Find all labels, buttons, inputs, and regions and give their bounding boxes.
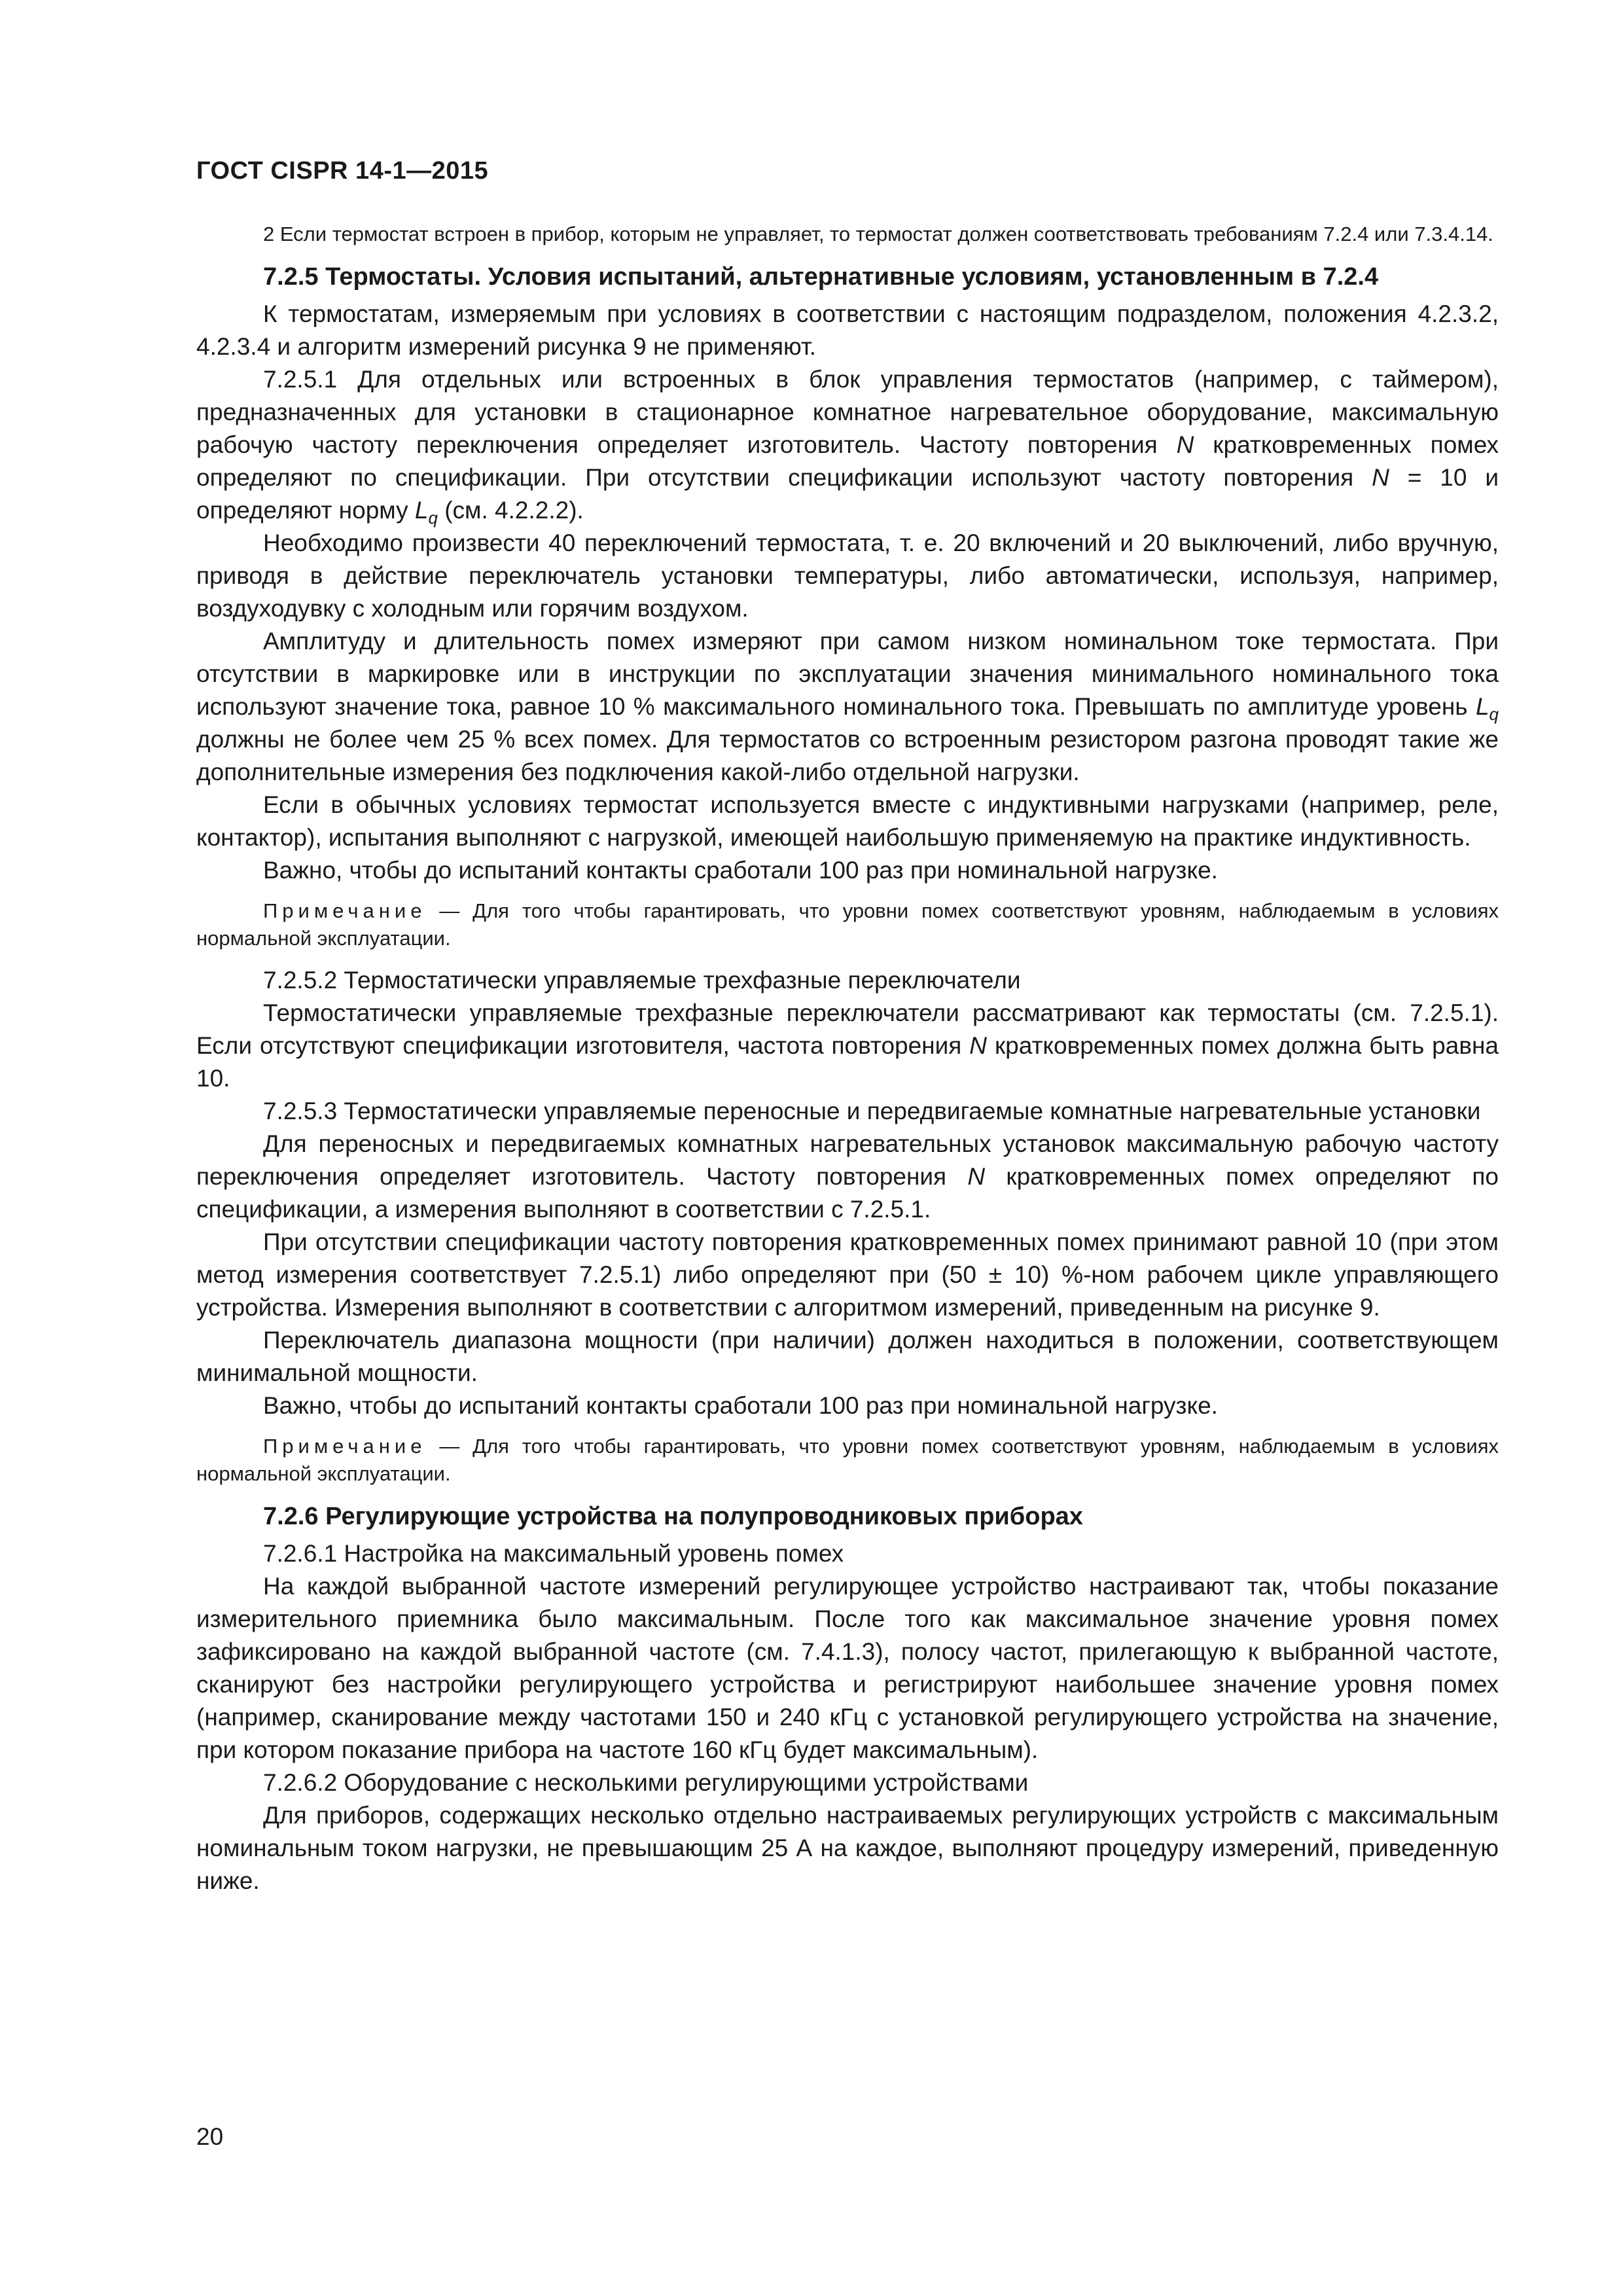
note-text: — Для того чтобы гарантировать, что уровни помех соответствуют уровням, наблюдаемым в условиях нормальной эксплуатации. bbox=[196, 899, 1499, 950]
paragraph-7-2-5-1: 7.2.5.1 Для отдельных или встроенных в блок управления термостатов (например, с таймером), предназначенных для установки в стационарное комнатное нагревательное оборудование, максимальную рабочую частоту переключения определяет изготовитель. Частоту повторения N кратковременных помех определяют по спецификации. При отсутствии спецификации используют частоту повторения N = 10 и определяют норму $L_q$ (см. 4.2.2.2). bbox=[196, 366, 1499, 528]
paragraph-amplitude: Амплитуду и длительность помех измеряют при самом низком номинальном токе термостата. При отсутствии в маркировке или в инструкции по эксплуатации значения минимального номинального тока используют значение тока, равное 10 % максимального номинального тока. Превышать по амплитуде уровень $L_q$ должны не более чем 25 % всех помех. Для термостатов со встроенным резистором разгона проводят такие же дополнительные измерения без подключения какой-либо отдельной нагрузки. bbox=[196, 628, 1499, 785]
note-text: — Для того чтобы гарантировать, что уровни помех соответствуют уровням, наблюдаемым в условиях нормальной эксплуатации. bbox=[196, 1435, 1499, 1485]
paragraph-inductive: Если в обычных условиях термостат используется вместе с индуктивными нагрузками (например, реле, контактор), испытания выполняют с нагрузкой, имеющей наибольшую применяемую на практике индуктивность. bbox=[196, 791, 1499, 851]
paragraph-switching: Необходимо произвести 40 переключений термостата, т. е. 20 включений и 20 выключений, либо вручную, приводя в действие переключатель установки температуры, либо автоматически, используя, например, воздуходувку с холодным или горячим воздухом. bbox=[196, 529, 1499, 622]
note-block-1 bbox=[196, 897, 1499, 952]
note-2: 2 Если термостат встроен в прибор, которым не управляет, то термостат должен соответствовать требованиям 7.2.4 или 7.3.4.14. bbox=[263, 223, 1493, 245]
paragraph-7-2-5-3: 7.2.5.3 Термостатически управляемые переносные и передвигаемые комнатные нагревательные установки bbox=[263, 1098, 1481, 1124]
paragraph-contacts-2: Важно, чтобы до испытаний контакты сработали 100 раз при номинальной нагрузке. bbox=[263, 1392, 1218, 1419]
paragraph-contacts-1: Важно, чтобы до испытаний контакты сработали 100 раз при номинальной нагрузке. bbox=[263, 857, 1218, 884]
paragraph-power-switch: Переключатель диапазона мощности (при наличии) должен находиться в положении, соответствующем минимальной мощности. bbox=[196, 1327, 1499, 1386]
note-block-2 bbox=[196, 1433, 1499, 1488]
paragraph-multiple-regulators: Для приборов, содержащих несколько отдельно настраиваемых регулирующих устройств с максимальным номинальным током нагрузки, не превышающим 25 А на каждое, выполняют процедуру измерений, приведенную ниже. bbox=[196, 1802, 1499, 1894]
section-7-2-5-heading: 7.2.5 Термостаты. Условия испытаний, альтернативные условиям, установленным в 7.2.4 bbox=[263, 263, 1379, 291]
note-label: Примечание bbox=[263, 1435, 427, 1458]
document-page bbox=[196, 157, 1499, 1897]
section-7-2-6-heading: 7.2.6 Регулирующие устройства на полупроводниковых приборах bbox=[263, 1503, 1083, 1530]
paragraph-three-phase: Термостатически управляемые трехфазные переключатели рассматривают как термостаты (см. 7.2.5.1). Если отсутствуют спецификации изготовителя, частота повторения N кратковременных помех должна быть равна 10. bbox=[196, 999, 1499, 1092]
paragraph-1: К термостатам, измеряемым при условиях в соответствии с настоящим подразделом, положения 4.2.3.2, 4.2.3.4 и алгоритм измерений рисунка 9 не применяют. bbox=[196, 300, 1499, 360]
paragraph-7-2-6-1: 7.2.6.1 Настройка на максимальный уровень помех bbox=[263, 1540, 844, 1567]
paragraph-tuning: На каждой выбранной частоте измерений регулирующее устройство настраивают так, чтобы показание измерительного приемника было максимальным. После того как максимальное значение уровня помех зафиксировано на каждой выбранной частоте (см. 7.4.1.3), полосу частот, прилегающую к выбранной частоте, сканируют без настройки регулирующего устройства и регистрируют наибольшее значение уровня помех (например, сканирование между частотами 150 и 240 кГц с установкой регулирующего устройства на значение, при котором показание прибора на частоте 160 кГц будет максимальным). bbox=[196, 1573, 1499, 1763]
paragraph-no-spec: При отсутствии спецификации частоту повторения кратковременных помех принимают равной 10 (при этом метод измерения соответствует 7.2.5.1) либо определяют при (50 ± 10) %-ном рабочем цикле управляющего устройства. Измерения выполняют в соответствии с алгоритмом измерений, приведенным на рисунке 9. bbox=[196, 1229, 1499, 1321]
document-header: ГОСТ CISPR 14-1—2015 bbox=[196, 157, 489, 185]
note-label: Примечание bbox=[263, 899, 427, 922]
paragraph-portable: Для переносных и передвигаемых комнатных нагревательных установок максимальную рабочую частоту переключения определяет изготовитель. Частоту повторения N кратковременных помех определяют по спецификации, а измерения выполняют в соответствии с 7.2.5.1. bbox=[196, 1130, 1499, 1223]
paragraph-7-2-6-2: 7.2.6.2 Оборудование с несколькими регулирующими устройствами bbox=[263, 1769, 1029, 1796]
page-number: 20 bbox=[196, 2123, 224, 2150]
paragraph-7-2-5-2: 7.2.5.2 Термостатически управляемые трехфазные переключатели bbox=[263, 967, 1021, 994]
